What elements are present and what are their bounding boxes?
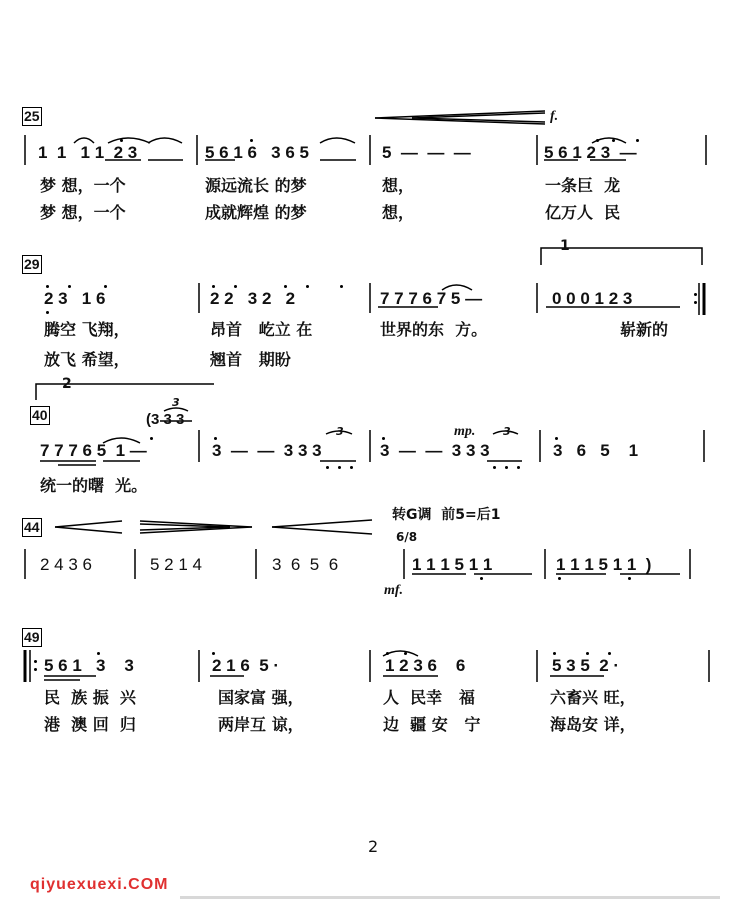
lyric-line-2: 放飞 希望， (44, 350, 130, 369)
dynamic-f: f. (550, 109, 559, 124)
octave-dot (612, 139, 615, 142)
octave-dot (234, 285, 237, 288)
octave-dot (628, 577, 631, 580)
measure-notes: 2 2 3 2 2 (210, 289, 296, 308)
lyric-line-1: 民 族 振 兴 (44, 688, 136, 707)
lyric-line-2: 成就辉煌 的梦 (205, 203, 307, 222)
volta-2-label: 2 (62, 376, 72, 392)
lyric-line-1: 人 民幸 福 (383, 688, 475, 707)
measure-notes: 5 3 5 2 · (552, 656, 620, 675)
lyric-line-1: 国家富 强， (218, 688, 304, 707)
octave-dot (104, 285, 107, 288)
site-watermark: qiyuexuexi.COM (30, 876, 169, 893)
lyric-line-1: 六畜兴 旺， (550, 688, 636, 707)
measure-notes: 2 3 1 6 (44, 289, 106, 308)
key-change-text: 转G调 前5=后1 (392, 507, 501, 523)
triplet-mark: 3 (336, 425, 344, 438)
octave-dot (586, 652, 589, 655)
lyric-line-1: 腾空 飞翔， (44, 320, 130, 339)
octave-dot (340, 285, 343, 288)
octave-dot (284, 285, 287, 288)
measure-number-49: 49 (24, 629, 40, 645)
measure-notes: 3 6 5 6 (272, 555, 339, 574)
lyric-line-2: 海岛安 详， (550, 715, 636, 734)
lyric-line-2: 亿万人 民 (545, 203, 621, 222)
lyric-line-2: 想， (382, 203, 415, 222)
measure-number-40: 40 (32, 407, 48, 423)
measure-number-44: 44 (24, 519, 40, 535)
measure-notes: 2 1 6 5 · (212, 656, 280, 675)
measure-notes: 0 0 0 1 2 3 (552, 289, 633, 308)
octave-dot (46, 285, 49, 288)
lyric-line-1: 昂首 屹立 在 (210, 320, 313, 339)
octave-dot (120, 139, 123, 142)
dynamic-mf: mf. (384, 583, 404, 598)
octave-dot (493, 466, 496, 469)
octave-dot (555, 437, 558, 440)
measure-notes: 7 7 7 6 5 1 — (40, 441, 147, 460)
octave-dot (350, 466, 353, 469)
measure-notes: 3 6 5 1 (553, 441, 639, 460)
measure-notes: 5 6 1 3 3 (44, 656, 134, 675)
octave-dot (505, 466, 508, 469)
octave-dot (404, 652, 407, 655)
lyric-line-2: 边 疆 安 宁 (383, 715, 481, 734)
octave-dot (608, 652, 611, 655)
lyric-line-1: 一条巨 龙 (545, 176, 621, 195)
measure-4-notes: 5 6 1 2 3 — (544, 143, 637, 162)
octave-dot (517, 466, 520, 469)
octave-dot (382, 437, 385, 440)
octave-dot (46, 311, 49, 314)
octave-dot (214, 437, 217, 440)
time-signature: 6/8 (396, 530, 418, 544)
triplet-mark: 3 (503, 425, 511, 438)
measure-notes: 7 7 7 6 7 5 — (380, 289, 483, 308)
measure-1-notes: 1 1 1 1 2 3 (38, 143, 138, 162)
measure-notes: 1 2 3 6 6 (385, 656, 466, 675)
lyric-line-1: 梦 想，一个 (40, 176, 126, 195)
octave-dot (250, 139, 253, 142)
measure-notes: 2 4 3 6 (40, 555, 92, 574)
octave-dot (596, 139, 599, 142)
octave-dot (553, 652, 556, 655)
lyric-line-2: 梦 想，一个 (40, 203, 126, 222)
footer-divider (180, 896, 720, 899)
octave-dot (636, 139, 639, 142)
lyric-line-1: 源远流长 的梦 (205, 176, 307, 195)
measure-number-29: 29 (24, 256, 40, 272)
lyric-line-1: 世界的东 方。 (380, 320, 488, 339)
octave-dot (326, 466, 329, 469)
lyric-line-2: 港 澳 回 归 (44, 715, 136, 734)
lyric-line-2: 两岸互 谅， (218, 715, 304, 734)
repeat-dot (694, 301, 697, 304)
measure-notes: 3 — — 3 3 3 (212, 441, 322, 460)
measure-notes: 1 1 1 5 1 1 (412, 555, 493, 574)
octave-dot (558, 577, 561, 580)
measure-notes: 5 2 1 4 (150, 555, 202, 574)
measure-2-notes: 5 6 1 6 3 6 5 (205, 143, 309, 162)
repeat-dot (34, 668, 37, 671)
lyric-line-1: 崭新的 (620, 320, 669, 339)
grace-notes: (3 3 3 (146, 411, 185, 428)
octave-dot (150, 437, 153, 440)
repeat-dot (694, 293, 697, 296)
lyric-line-1: 想， (382, 176, 415, 195)
lyric-line-1: 统一的曙 光。 (40, 476, 148, 495)
page-number: 2 (368, 837, 379, 856)
octave-dot (386, 652, 389, 655)
volta-1-label: 1 (560, 238, 570, 254)
dynamic-mp: mp. (454, 424, 476, 439)
octave-dot (306, 285, 309, 288)
measure-3-notes: 5 — — — (382, 143, 471, 162)
octave-dot (97, 652, 100, 655)
lyric-line-2: 翘首 期盼 (210, 350, 291, 369)
octave-dot (68, 285, 71, 288)
octave-dot (480, 577, 483, 580)
octave-dot (212, 285, 215, 288)
repeat-dot (34, 660, 37, 663)
measure-notes: 3 — — 3 3 3 (380, 441, 490, 460)
octave-dot (338, 466, 341, 469)
triplet-mark: 3 (172, 396, 180, 409)
measure-number-25: 25 (24, 108, 40, 124)
measure-notes: 1 1 1 5 1 1 ) (556, 555, 652, 574)
octave-dot (212, 652, 215, 655)
